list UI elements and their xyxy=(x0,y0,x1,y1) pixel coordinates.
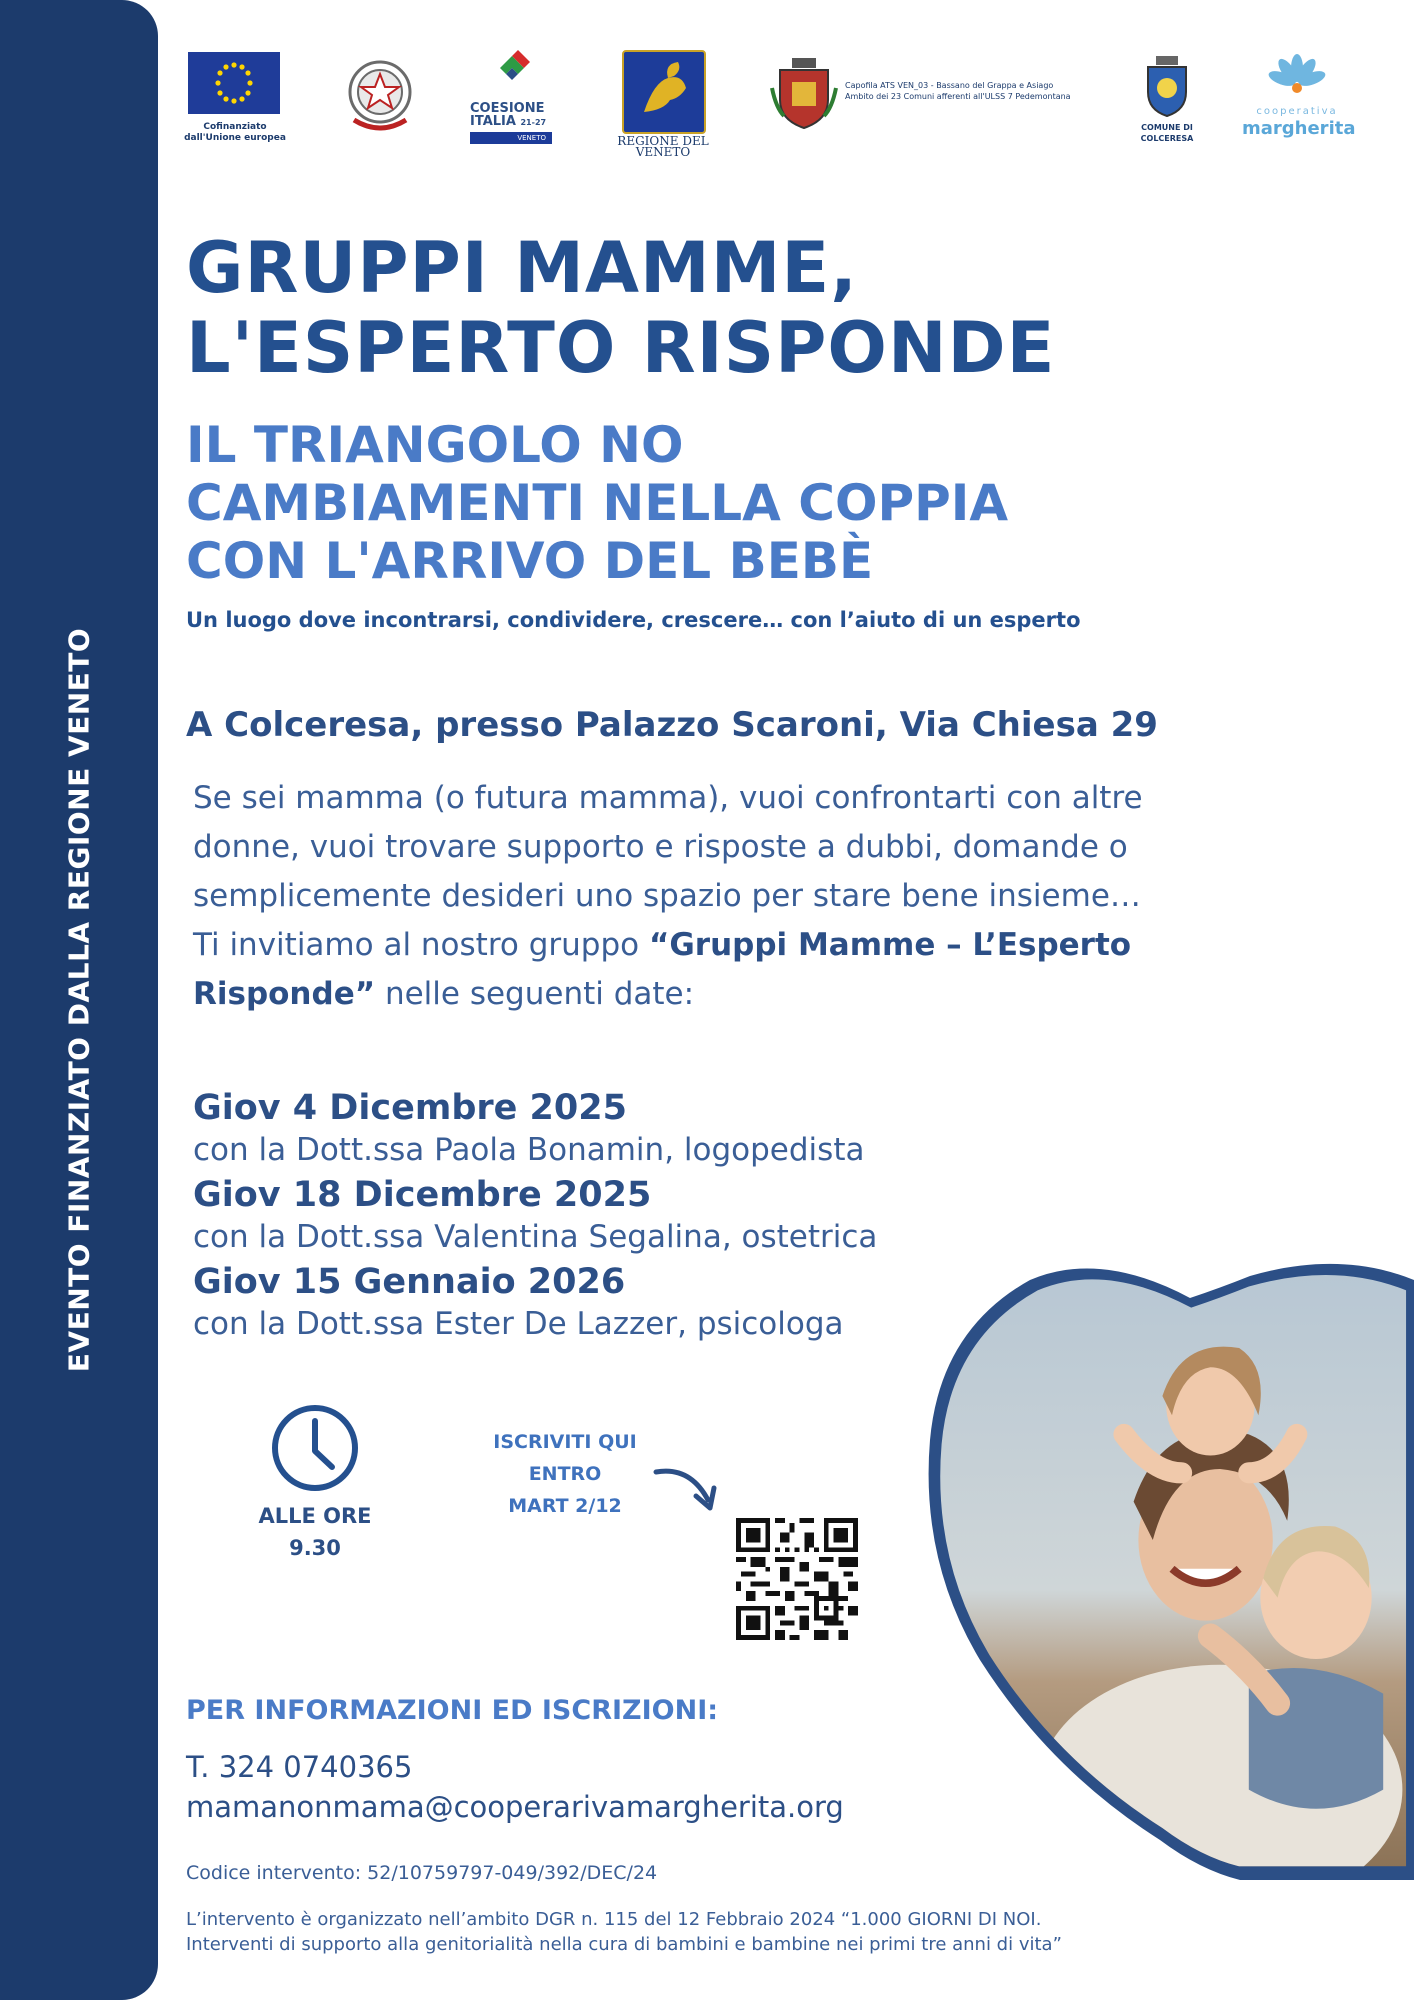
italy-emblem-icon xyxy=(340,50,420,140)
date-2-expert: con la Dott.ssa Valentina Segalina, ostetrica xyxy=(193,1219,878,1255)
coesione-text-4: VENETO xyxy=(517,134,546,142)
margherita-text-2: margherita xyxy=(1242,118,1356,139)
signup-label xyxy=(470,1426,660,1522)
main-title-line2: L'ESPERTO RISPONDE xyxy=(186,307,1056,389)
date-3: Giov 15 Gennaio 2026 xyxy=(193,1262,626,1302)
intro-text xyxy=(193,774,1313,1019)
time-line1: ALLE ORE xyxy=(258,1504,372,1528)
clock-icon xyxy=(270,1403,360,1493)
intro-line5-bold: Risponde” xyxy=(193,976,376,1012)
sidebar-band xyxy=(0,0,158,2000)
location: A Colceresa, presso Palazzo Scaroni, Via Chiesa 29 xyxy=(186,705,1158,745)
footnote xyxy=(186,1907,1062,1957)
date-2: Giov 18 Dicembre 2025 xyxy=(193,1175,652,1215)
ats-caption xyxy=(845,80,1095,102)
eu-caption xyxy=(170,122,300,144)
sidebar-text: EVENTO FINANZIATO DALLA REGIONE VENETO xyxy=(62,627,96,1373)
ats-caption-line2: Ambito dei 23 Comuni afferenti all'ULSS 7 Pedemontana xyxy=(845,92,1071,101)
qr-code[interactable] xyxy=(736,1518,858,1640)
intro-line4 xyxy=(193,921,1313,970)
info-heading: PER INFORMAZIONI ED ISCRIZIONI: xyxy=(186,1695,719,1726)
intro-line4-bold: “Gruppi Mamme – L’Esperto xyxy=(648,927,1132,963)
eu-flag-icon xyxy=(188,52,280,114)
family-photo xyxy=(920,1240,1414,1880)
colceresa-caption-line2: COLCERESA xyxy=(1140,134,1194,143)
intervention-code: Codice intervento: 52/10759797-049/392/DEC/24 xyxy=(186,1862,658,1884)
coesione-logo xyxy=(470,50,552,146)
phone-number[interactable]: T. 324 0740365 xyxy=(186,1750,413,1784)
colceresa-crest-icon xyxy=(1142,56,1192,118)
coesione-text-3: 21-27 xyxy=(520,118,547,127)
footnote-line2: Interventi di supporto alla genitorialità nella cura di bambini e bambine nei primi tre anni di vita” xyxy=(186,1934,1062,1955)
eu-caption-line2: dall'Unione europea xyxy=(184,133,286,143)
intro-line3: semplicemente desideri uno spazio per stare bene insieme… xyxy=(193,878,1141,914)
time-label xyxy=(230,1500,400,1564)
intro-line2: donne, vuoi trovare supporto e risposte a dubbi, domande o xyxy=(193,829,1128,865)
ats-caption-line1: Capofila ATS VEN_03 - Bassano del Grappa e Asiago xyxy=(845,81,1054,90)
ats-crest-icon xyxy=(770,58,838,130)
colceresa-caption xyxy=(1122,122,1212,144)
subtitle-line2: CAMBIAMENTI NELLA COPPIA xyxy=(186,474,1009,532)
date-3-expert: con la Dott.ssa Ester De Lazzer, psicologa xyxy=(193,1306,844,1342)
intro-line4-pre: Ti invitiamo al nostro gruppo xyxy=(193,927,649,963)
arrow-icon xyxy=(650,1462,720,1518)
signup-line3: MART 2/12 xyxy=(508,1495,622,1517)
date-1: Giov 4 Dicembre 2025 xyxy=(193,1088,627,1128)
veneto-caption: REGIONE DEL VENETO xyxy=(617,134,709,159)
coesione-text-1: COESIONE xyxy=(470,101,545,116)
intro-line5-post: nelle seguenti date: xyxy=(375,976,695,1012)
email-address[interactable]: mamanonmama@cooperarivamargherita.org xyxy=(186,1790,844,1824)
subtitle-line3: CON L'ARRIVO DEL BEBÈ xyxy=(186,532,874,590)
date-1-expert: con la Dott.ssa Paola Bonamin, logopedista xyxy=(193,1132,865,1168)
intro-line1: Se sei mamma (o futura mamma), vuoi confrontarti con altre xyxy=(193,780,1143,816)
eu-caption-line1: Cofinanziato xyxy=(203,122,267,132)
margherita-text-1: cooperativa xyxy=(1256,106,1338,117)
main-title xyxy=(186,228,1055,388)
subtitle xyxy=(186,416,1008,590)
margherita-logo xyxy=(1242,54,1356,144)
colceresa-caption-line1: COMUNE DI xyxy=(1141,123,1193,132)
main-title-line1: GRUPPI MAMME, xyxy=(186,227,858,309)
tagline: Un luogo dove incontrarsi, condividere, crescere… con l’aiuto di un esperto xyxy=(186,608,1081,632)
signup-line2: ENTRO xyxy=(528,1463,602,1485)
intro-line5 xyxy=(193,970,1313,1019)
time-line2: 9.30 xyxy=(289,1536,341,1560)
veneto-lion-icon xyxy=(622,50,706,134)
coesione-text-2: ITALIA xyxy=(470,114,516,129)
signup-line1: ISCRIVITI QUI xyxy=(493,1431,637,1453)
subtitle-line1: IL TRIANGOLO NO xyxy=(186,416,684,474)
footnote-line1: L’intervento è organizzato nell’ambito DGR n. 115 del 12 Febbraio 2024 “1.000 GIORNI DI NOI. xyxy=(186,1909,1042,1930)
